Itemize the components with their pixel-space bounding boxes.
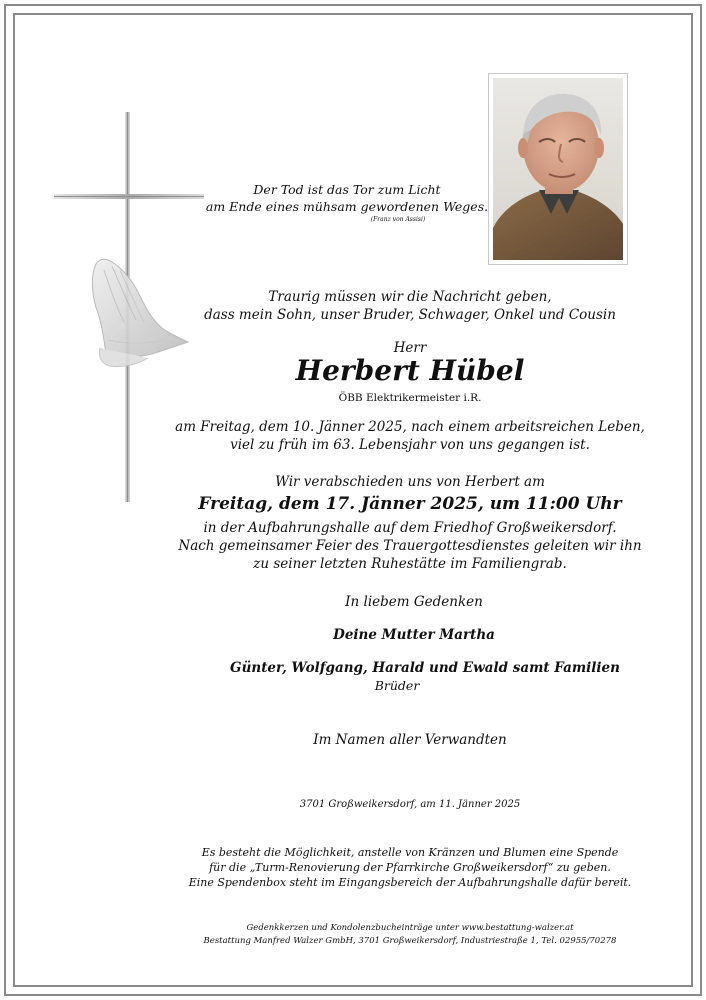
farewell-line-2: in der Aufbahrungshalle auf dem Friedhof Großweikersdorf.: [203, 520, 617, 536]
relatives-line: Im Namen aller Verwandten: [313, 732, 507, 748]
quote-line-1: Der Tod ist das Tor zum Licht: [253, 182, 441, 197]
portrait-photo: [493, 78, 623, 260]
footer-line-2: Bestattung Manfred Walzer GmbH, 3701 Großweikersdorf, Industriestraße 1, Tel. 02955/70278: [203, 936, 617, 946]
place-date: 3701 Großweikersdorf, am 11. Jänner 2025: [299, 799, 521, 810]
mother-name: Deine Mutter Martha: [333, 627, 495, 643]
quote-source: (Franz von Assisi): [370, 216, 426, 223]
intro-line-2: dass mein Sohn, unser Bruder, Schwager, Onkel und Cousin: [204, 307, 616, 323]
farewell-line-4: zu seiner letzten Ruhestätte im Familiengrab.: [253, 556, 567, 572]
footer-line-1: Gedenkkerzen und Kondolenzbucheinträge unter www.bestattung-walzer.at: [246, 923, 574, 933]
farewell-line-3: Nach gemeinsamer Feier des Trauergottesdienstes geleiten wir ihn: [178, 538, 642, 554]
cross-praying-hands-icon: [50, 108, 210, 508]
quote-line-2: am Ende eines mühsam gewordenen Weges.: [205, 199, 489, 214]
deceased-title: ÖBB Elektrikermeister i.R.: [338, 392, 482, 404]
donation-line-1: Es besteht die Möglichkeit, anstelle von Kränzen und Blumen eine Spende: [201, 846, 619, 859]
death-line-1: am Freitag, dem 10. Jänner 2025, nach einem arbeitsreichen Leben,: [175, 419, 645, 435]
portrait-frame: [488, 73, 628, 265]
farewell-intro: Wir verabschieden uns von Herbert am: [275, 474, 545, 490]
donation-line-3: Eine Spendenbox steht im Eingangsbereich der Aufbahrungshalle dafür bereit.: [188, 876, 632, 889]
brothers-names: Günter, Wolfgang, Harald und Ewald samt Familien: [230, 660, 620, 676]
death-line-2: viel zu früh im 63. Lebensjahr von uns gegangen ist.: [230, 437, 590, 453]
salutation: Herr: [393, 340, 427, 356]
intro-line-1: Traurig müssen wir die Nachricht geben,: [268, 289, 552, 305]
brothers-role: Brüder: [374, 678, 420, 693]
donation-line-2: für die „Turm-Renovierung der Pfarrkirche Großweikersdorf“ zu geben.: [209, 861, 611, 874]
funeral-date: Freitag, dem 17. Jänner 2025, um 11:00 Uhr: [198, 494, 622, 514]
in-memory-label: In liebem Gedenken: [345, 594, 483, 610]
deceased-name: Herbert Hübel: [295, 354, 525, 387]
